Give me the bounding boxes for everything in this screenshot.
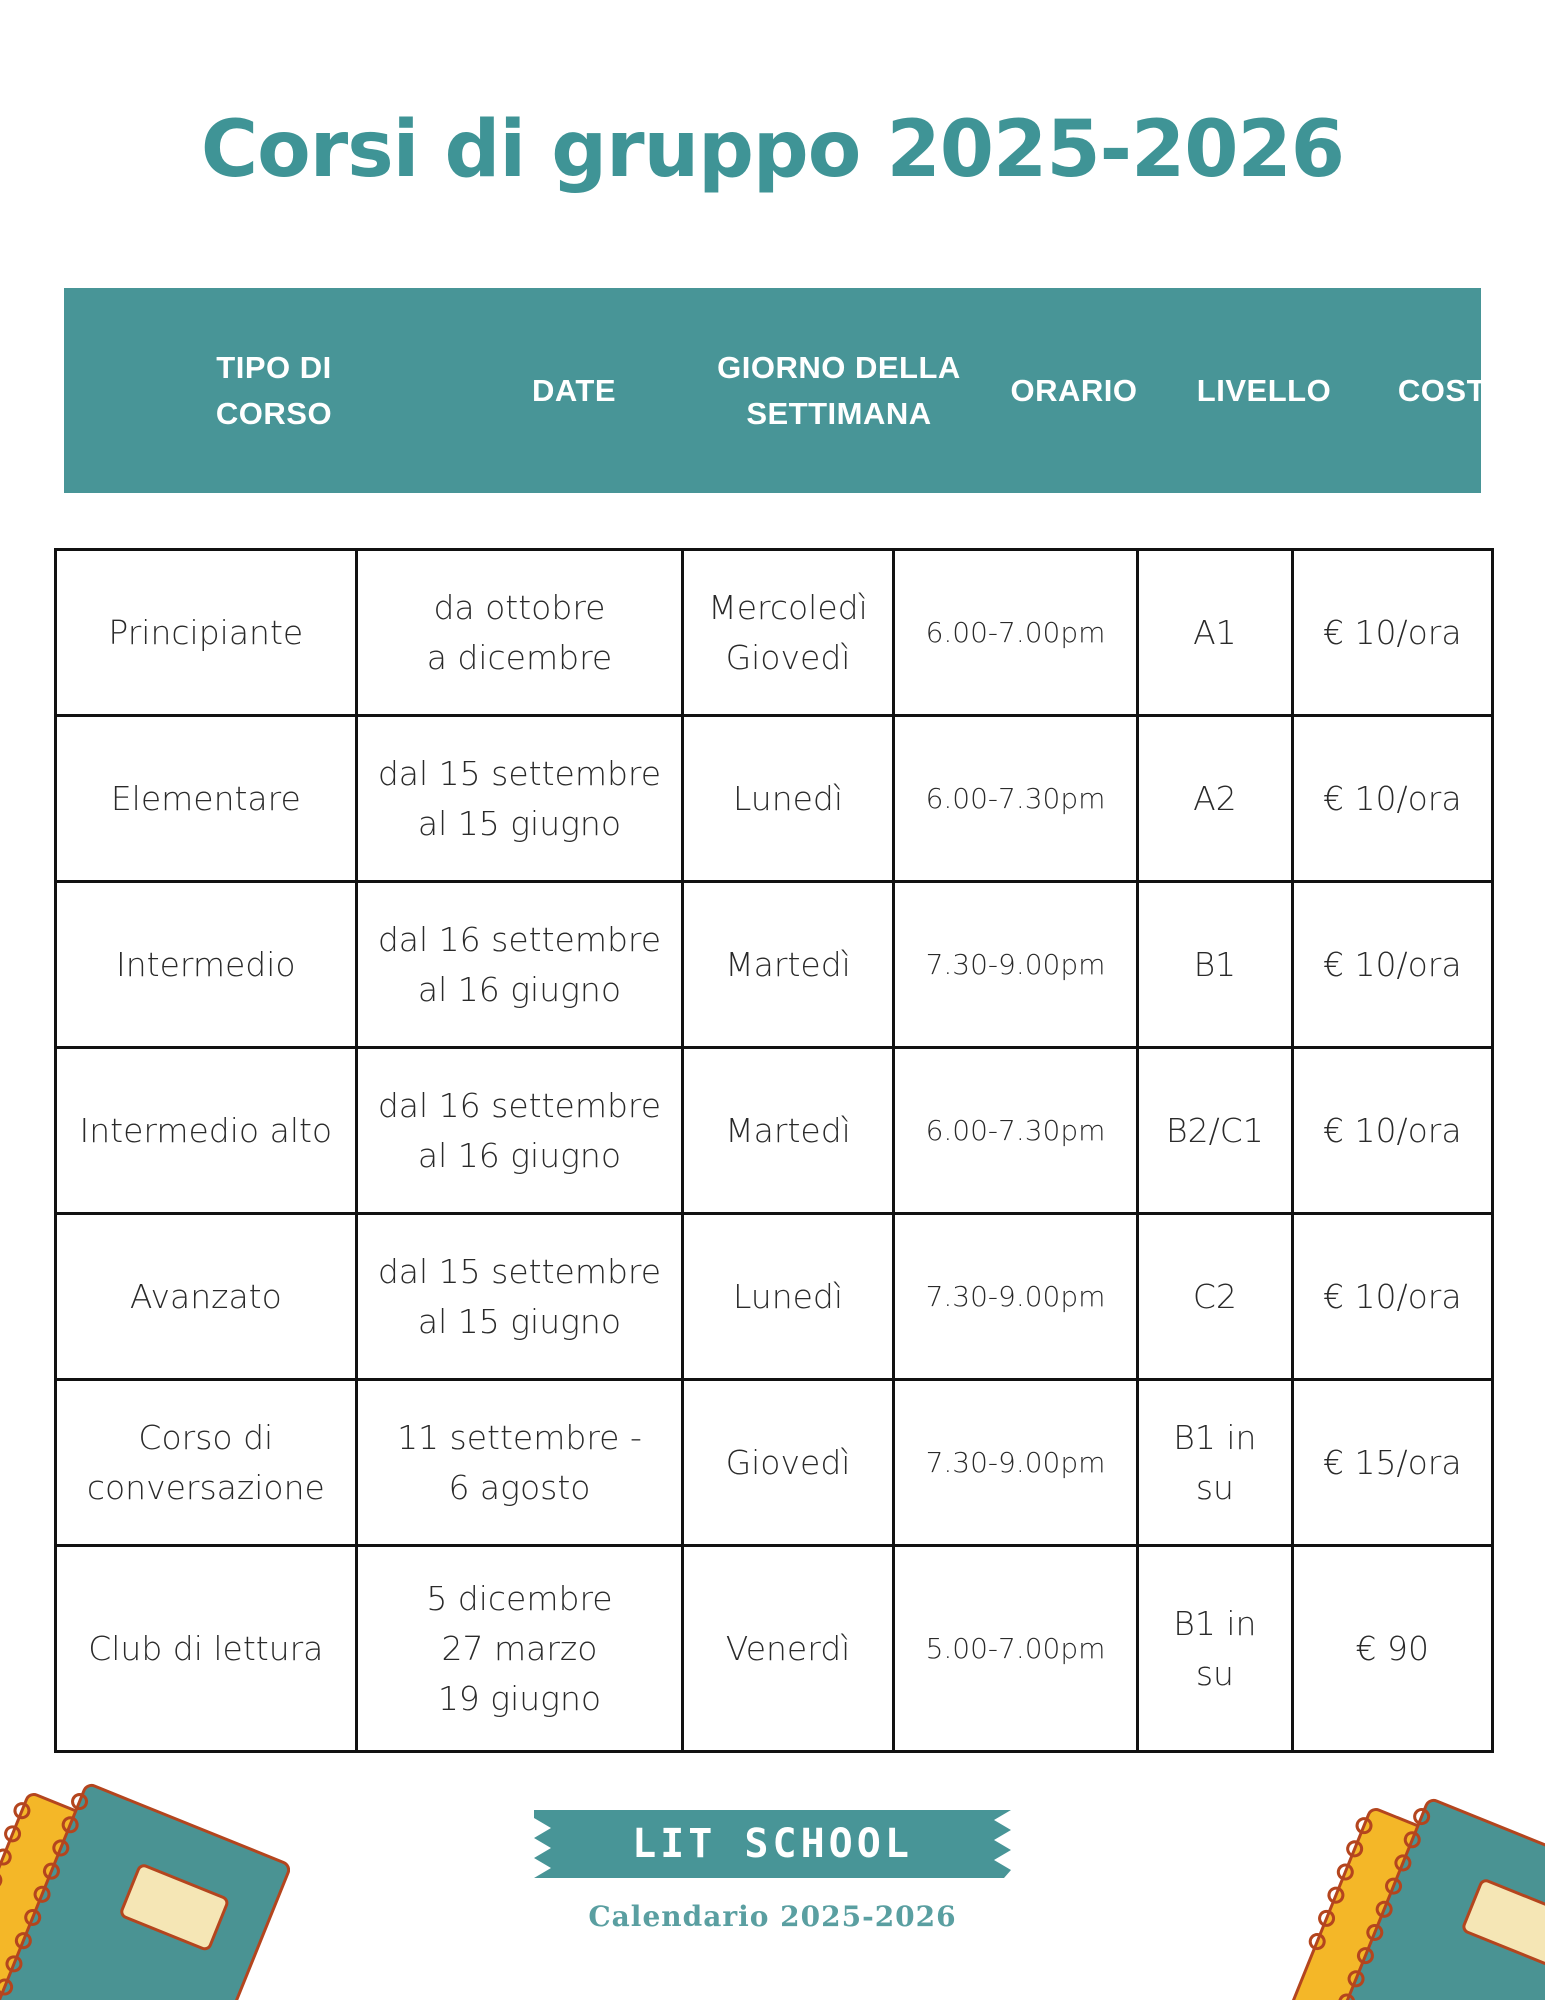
- cell-orario: 5.00-7.00pm: [893, 1546, 1138, 1752]
- header-livello: LIVELLO: [1196, 372, 1332, 408]
- header-giorno-della-settimana: GIORNO DELLA SETTIMANA: [717, 349, 961, 431]
- cell-livello: A1: [1138, 550, 1292, 716]
- notebook-left-icon: [0, 1765, 290, 2000]
- table-row: [56, 550, 1493, 716]
- cell-tipo: Elementare: [56, 716, 357, 882]
- cell-giorno: Martedì: [683, 882, 893, 1048]
- cell-orario: 6.00-7.30pm: [893, 716, 1138, 882]
- notebook-right-icon: [1275, 1765, 1545, 2000]
- cell-livello: C2: [1138, 1214, 1292, 1380]
- cell-costo: € 15/ora: [1292, 1380, 1492, 1546]
- cell-orario: 7.30-9.00pm: [893, 882, 1138, 1048]
- cell-livello: B1 in su: [1138, 1380, 1292, 1546]
- table-header-band: [64, 288, 1511, 493]
- header-orario: ORARIO: [1010, 372, 1138, 408]
- cell-date: 5 dicembre 27 marzo 19 giugno: [356, 1546, 683, 1752]
- table-row: [56, 1214, 1493, 1380]
- table-row: [56, 716, 1493, 882]
- cell-giorno: Martedì: [683, 1048, 893, 1214]
- cell-date: dal 15 settembre al 15 giugno: [356, 716, 683, 882]
- cell-livello: B2/C1: [1138, 1048, 1292, 1214]
- cell-livello: B1: [1138, 882, 1292, 1048]
- cell-orario: 7.30-9.00pm: [893, 1380, 1138, 1546]
- cell-tipo: Intermedio: [56, 882, 357, 1048]
- header-date: DATE: [531, 372, 617, 408]
- page-title: Corsi di gruppo 2025-2026: [200, 105, 1345, 195]
- cell-costo: € 10/ora: [1292, 882, 1492, 1048]
- cell-giorno: Lunedì: [683, 716, 893, 882]
- table-row: [56, 1546, 1493, 1752]
- cell-livello: A2: [1138, 716, 1292, 882]
- cell-costo: € 90: [1292, 1546, 1492, 1752]
- cell-date: dal 16 settembre al 16 giugno: [356, 1048, 683, 1214]
- cell-tipo: Corso di conversazione: [56, 1380, 357, 1546]
- calendar-subtitle: Calendario 2025-2026: [588, 1900, 957, 1933]
- header-tipo-di-corso: TIPO DI CORSO: [215, 349, 333, 431]
- cell-date: 11 settembre - 6 agosto: [356, 1380, 683, 1546]
- cell-giorno: Venerdì: [683, 1546, 893, 1752]
- cell-tipo: Intermedio alto: [56, 1048, 357, 1214]
- cell-orario: 6.00-7.00pm: [893, 550, 1138, 716]
- cell-date: dal 16 settembre al 16 giugno: [356, 882, 683, 1048]
- cell-giorno: Mercoledì Giovedì: [683, 550, 893, 716]
- cell-tipo: Avanzato: [56, 1214, 357, 1380]
- cell-costo: € 10/ora: [1292, 550, 1492, 716]
- cell-costo: € 10/ora: [1292, 1048, 1492, 1214]
- cell-tipo: Club di lettura: [56, 1546, 357, 1752]
- cell-costo: € 10/ora: [1292, 1214, 1492, 1380]
- cell-tipo: Principiante: [56, 550, 357, 716]
- courses-table: [54, 548, 1494, 1753]
- cell-costo: € 10/ora: [1292, 716, 1492, 882]
- cell-giorno: Giovedì: [683, 1380, 893, 1546]
- cell-orario: 6.00-7.30pm: [893, 1048, 1138, 1214]
- cell-orario: 7.30-9.00pm: [893, 1214, 1138, 1380]
- table-row: [56, 882, 1493, 1048]
- cell-date: da ottobre a dicembre: [356, 550, 683, 716]
- table-row: [56, 1380, 1493, 1546]
- header-costo: COSTO: [1397, 372, 1511, 408]
- cell-date: dal 15 settembre al 15 giugno: [356, 1214, 683, 1380]
- table-row: [56, 1048, 1493, 1214]
- school-name: LIT SCHOOL: [632, 1821, 913, 1867]
- cell-giorno: Lunedì: [683, 1214, 893, 1380]
- cell-livello: B1 in su: [1138, 1546, 1292, 1752]
